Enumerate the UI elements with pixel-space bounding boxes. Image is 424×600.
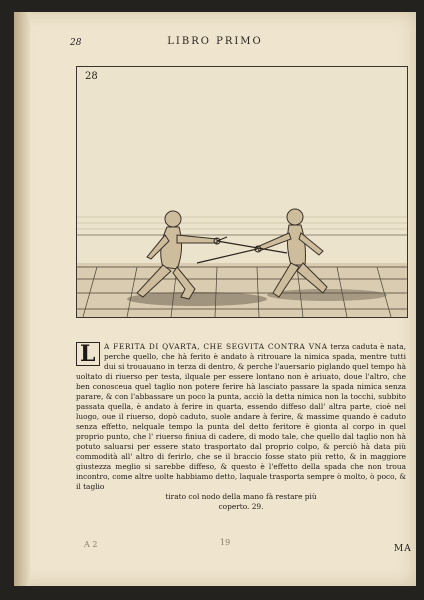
passage-tail-2: coperto. 29. xyxy=(218,502,264,511)
book-page xyxy=(14,12,416,586)
passage-tail-1: tirato col nodo della mano fà restare più xyxy=(165,492,317,501)
engraving-plate xyxy=(76,66,408,318)
folio-mark: 19 xyxy=(220,538,231,547)
page-gutter xyxy=(14,12,30,586)
catchword: MA xyxy=(394,544,412,554)
running-title: LIBRO PRIMO xyxy=(167,36,263,47)
passage-body: terza caduta è nata, perche quello, che hà ferito è andato à ritrouare la nimica spada, mentre tutti dui si trouauano in terza di dentro, & perche l'auersario piglando quel tempo hà uoltato di riuerso per testa, ilquale per essere lontano non è ariuato, doue l'altro, che ben conosceua quel taglio non potere ferire hà lasciato passare la spada nimica senza parare, & con l'abbassare un poco la punta, acciò la detta nimica non la tocchi, subbito passata quella, è andato à ferire in quarta, essendo diffeso dall' altra parte, cioè nel luogo, oue il riuerso, dopò caduto, suole andare à ferire, & massime quando è caduto senza effetto, nelquale tempo la punta del detto feritore è gionta al corpo in quel proprio punto, che l' riuerso finiua di cadere, di modo tale, che quello dal taglio non hà potuto saluarsi per essere stato trasportato dal proprio colpo, & perciò hà data più commodità all' altro di ferirlo, che se il braccio fosse stato più retto, & in maggiore giustezza meglio si sarebbe diffeso, & questo è l'effetto della spada che non troua incontro, come altre uolte habbiamo detto, laquale trasporta sempre ò molto, ò poco, & il taglio xyxy=(76,342,406,491)
plate-number: 28 xyxy=(85,71,98,82)
page-number: 28 xyxy=(70,38,82,48)
signature-mark: A 2 xyxy=(84,540,98,549)
passage-text xyxy=(76,342,406,512)
decorated-initial: L xyxy=(76,342,100,366)
passage-lead: A FERITA DI QVARTA, CHE SEGVITA CONTRA VNA xyxy=(104,342,328,351)
fencing-engraving xyxy=(77,67,407,317)
